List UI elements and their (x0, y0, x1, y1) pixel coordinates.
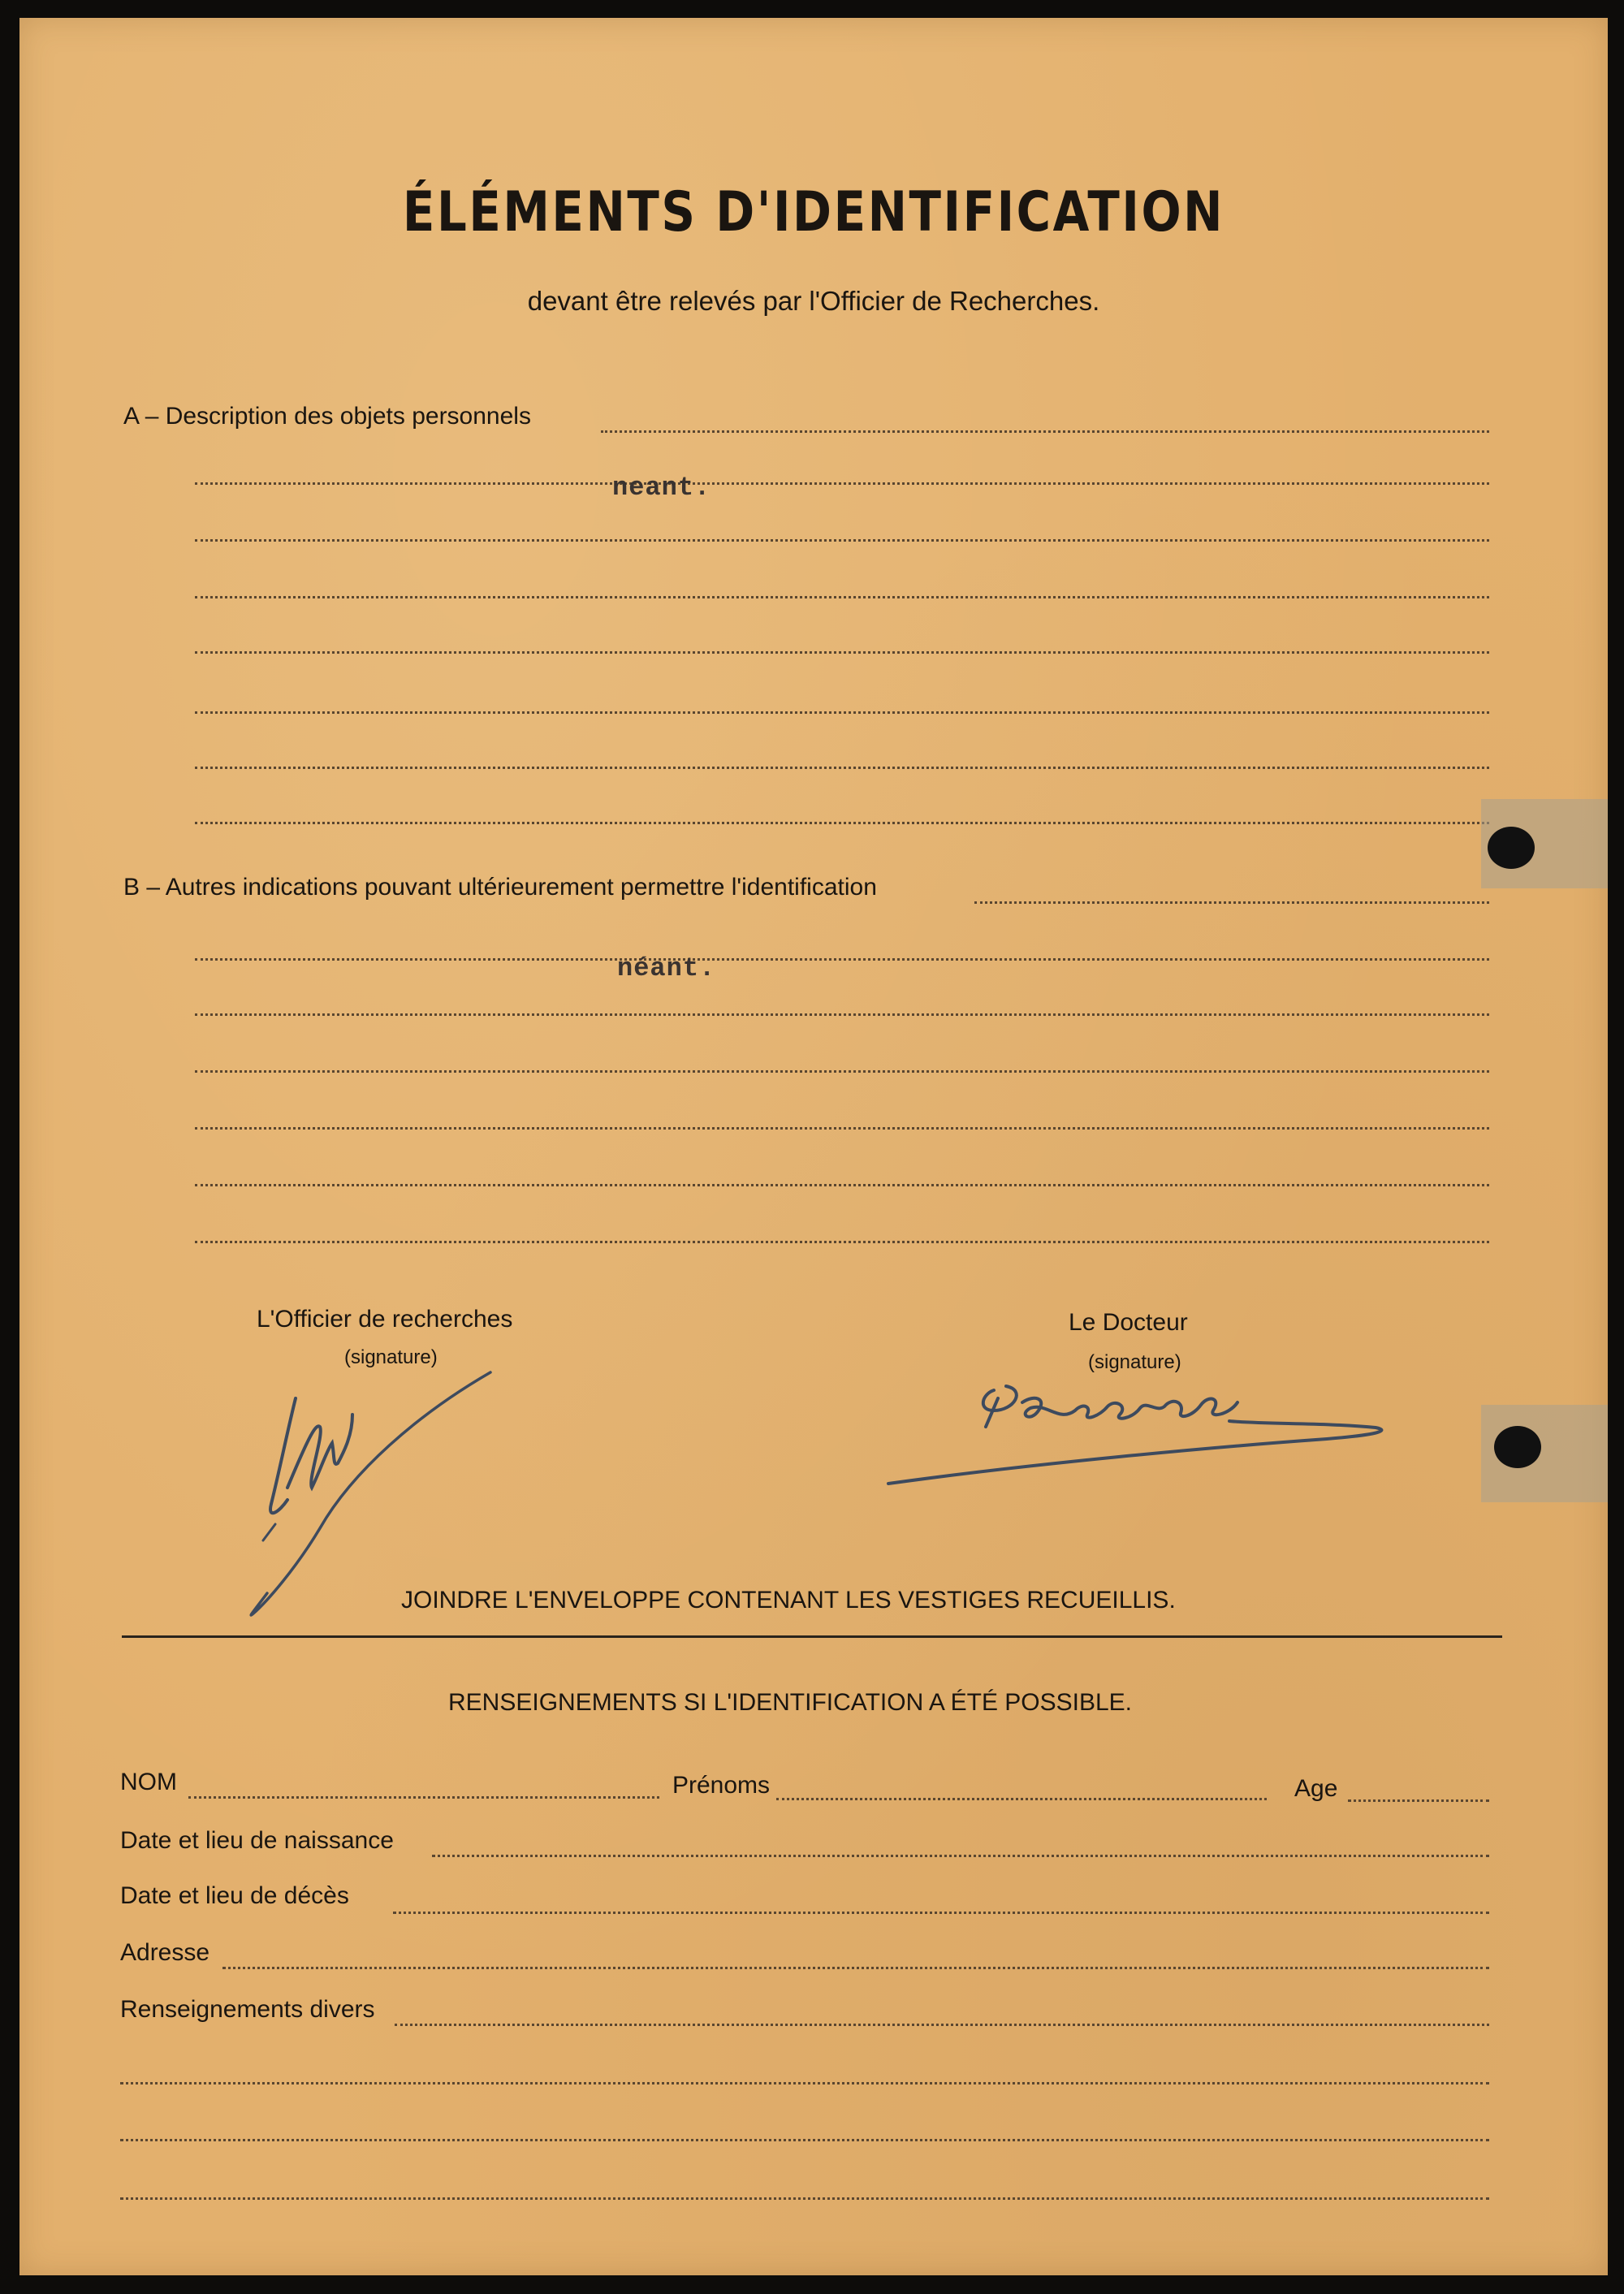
section-b-line-2 (195, 958, 1489, 961)
identification-heading: RENSEIGNEMENTS SI L'IDENTIFICATION A ÉTÉ POSSIBLE. (448, 1689, 1133, 1716)
divers-field-line-3 (120, 2139, 1489, 2141)
deces-field-line (393, 1912, 1489, 1914)
section-divider (122, 1635, 1502, 1638)
adresse-field-line (222, 1967, 1489, 1969)
section-b-line-4 (195, 1070, 1489, 1073)
prenoms-field-line (776, 1798, 1267, 1800)
form-subtitle: devant être relevés par l'Officier de Recherches. (527, 286, 1100, 316)
section-a-line-7 (195, 767, 1489, 769)
nom-field-line (188, 1796, 659, 1799)
section-a-line-1 (601, 430, 1489, 433)
form-sheet (19, 18, 1608, 2275)
section-b-line-6 (195, 1184, 1489, 1186)
naissance-field-line (432, 1855, 1489, 1857)
doctor-label: Le Docteur (1069, 1309, 1188, 1336)
section-b-line-7 (195, 1241, 1489, 1243)
divers-field-line-1 (395, 2024, 1489, 2026)
section-b-line-3 (195, 1013, 1489, 1016)
section-b-line-1 (974, 901, 1489, 904)
doctor-signature-caption: (signature) (1088, 1351, 1181, 1373)
section-b-label: B – Autres indications pouvant ultérieurement permettre l'identification (123, 874, 877, 901)
adresse-label: Adresse (120, 1939, 210, 1966)
section-a-line-8 (195, 822, 1489, 824)
officer-signature-caption: (signature) (344, 1346, 438, 1368)
form-title: ÉLÉMENTS D'IDENTIFICATION (402, 180, 1225, 244)
officer-label: L'Officier de recherches (257, 1306, 513, 1333)
punch-hole-lower (1494, 1426, 1541, 1468)
deces-label: Date et lieu de décès (120, 1882, 349, 1909)
age-label: Age (1294, 1775, 1338, 1802)
section-a-line-4 (195, 596, 1489, 598)
age-field-line (1348, 1799, 1489, 1802)
envelope-note: JOINDRE L'ENVELOPPE CONTENANT LES VESTIGES RECUEILLIS. (401, 1587, 1176, 1614)
section-a-typed-value: neant. (612, 473, 711, 503)
section-a-line-5 (195, 651, 1489, 654)
section-b-line-5 (195, 1127, 1489, 1130)
section-a-line-6 (195, 711, 1489, 714)
section-a-label: A – Description des objets personnels (123, 403, 531, 430)
divers-field-line-2 (120, 2082, 1489, 2084)
punch-hole-upper (1488, 827, 1535, 869)
section-b-typed-value: néant. (617, 953, 716, 983)
prenoms-label: Prénoms (672, 1772, 771, 1799)
doctor-signature (872, 1366, 1408, 1496)
nom-label: NOM (120, 1769, 177, 1795)
naissance-label: Date et lieu de naissance (120, 1827, 394, 1854)
divers-field-line-4 (120, 2197, 1489, 2200)
divers-label: Renseignements divers (120, 1996, 375, 2023)
section-a-line-3 (195, 539, 1489, 542)
section-a-line-2 (195, 482, 1489, 485)
